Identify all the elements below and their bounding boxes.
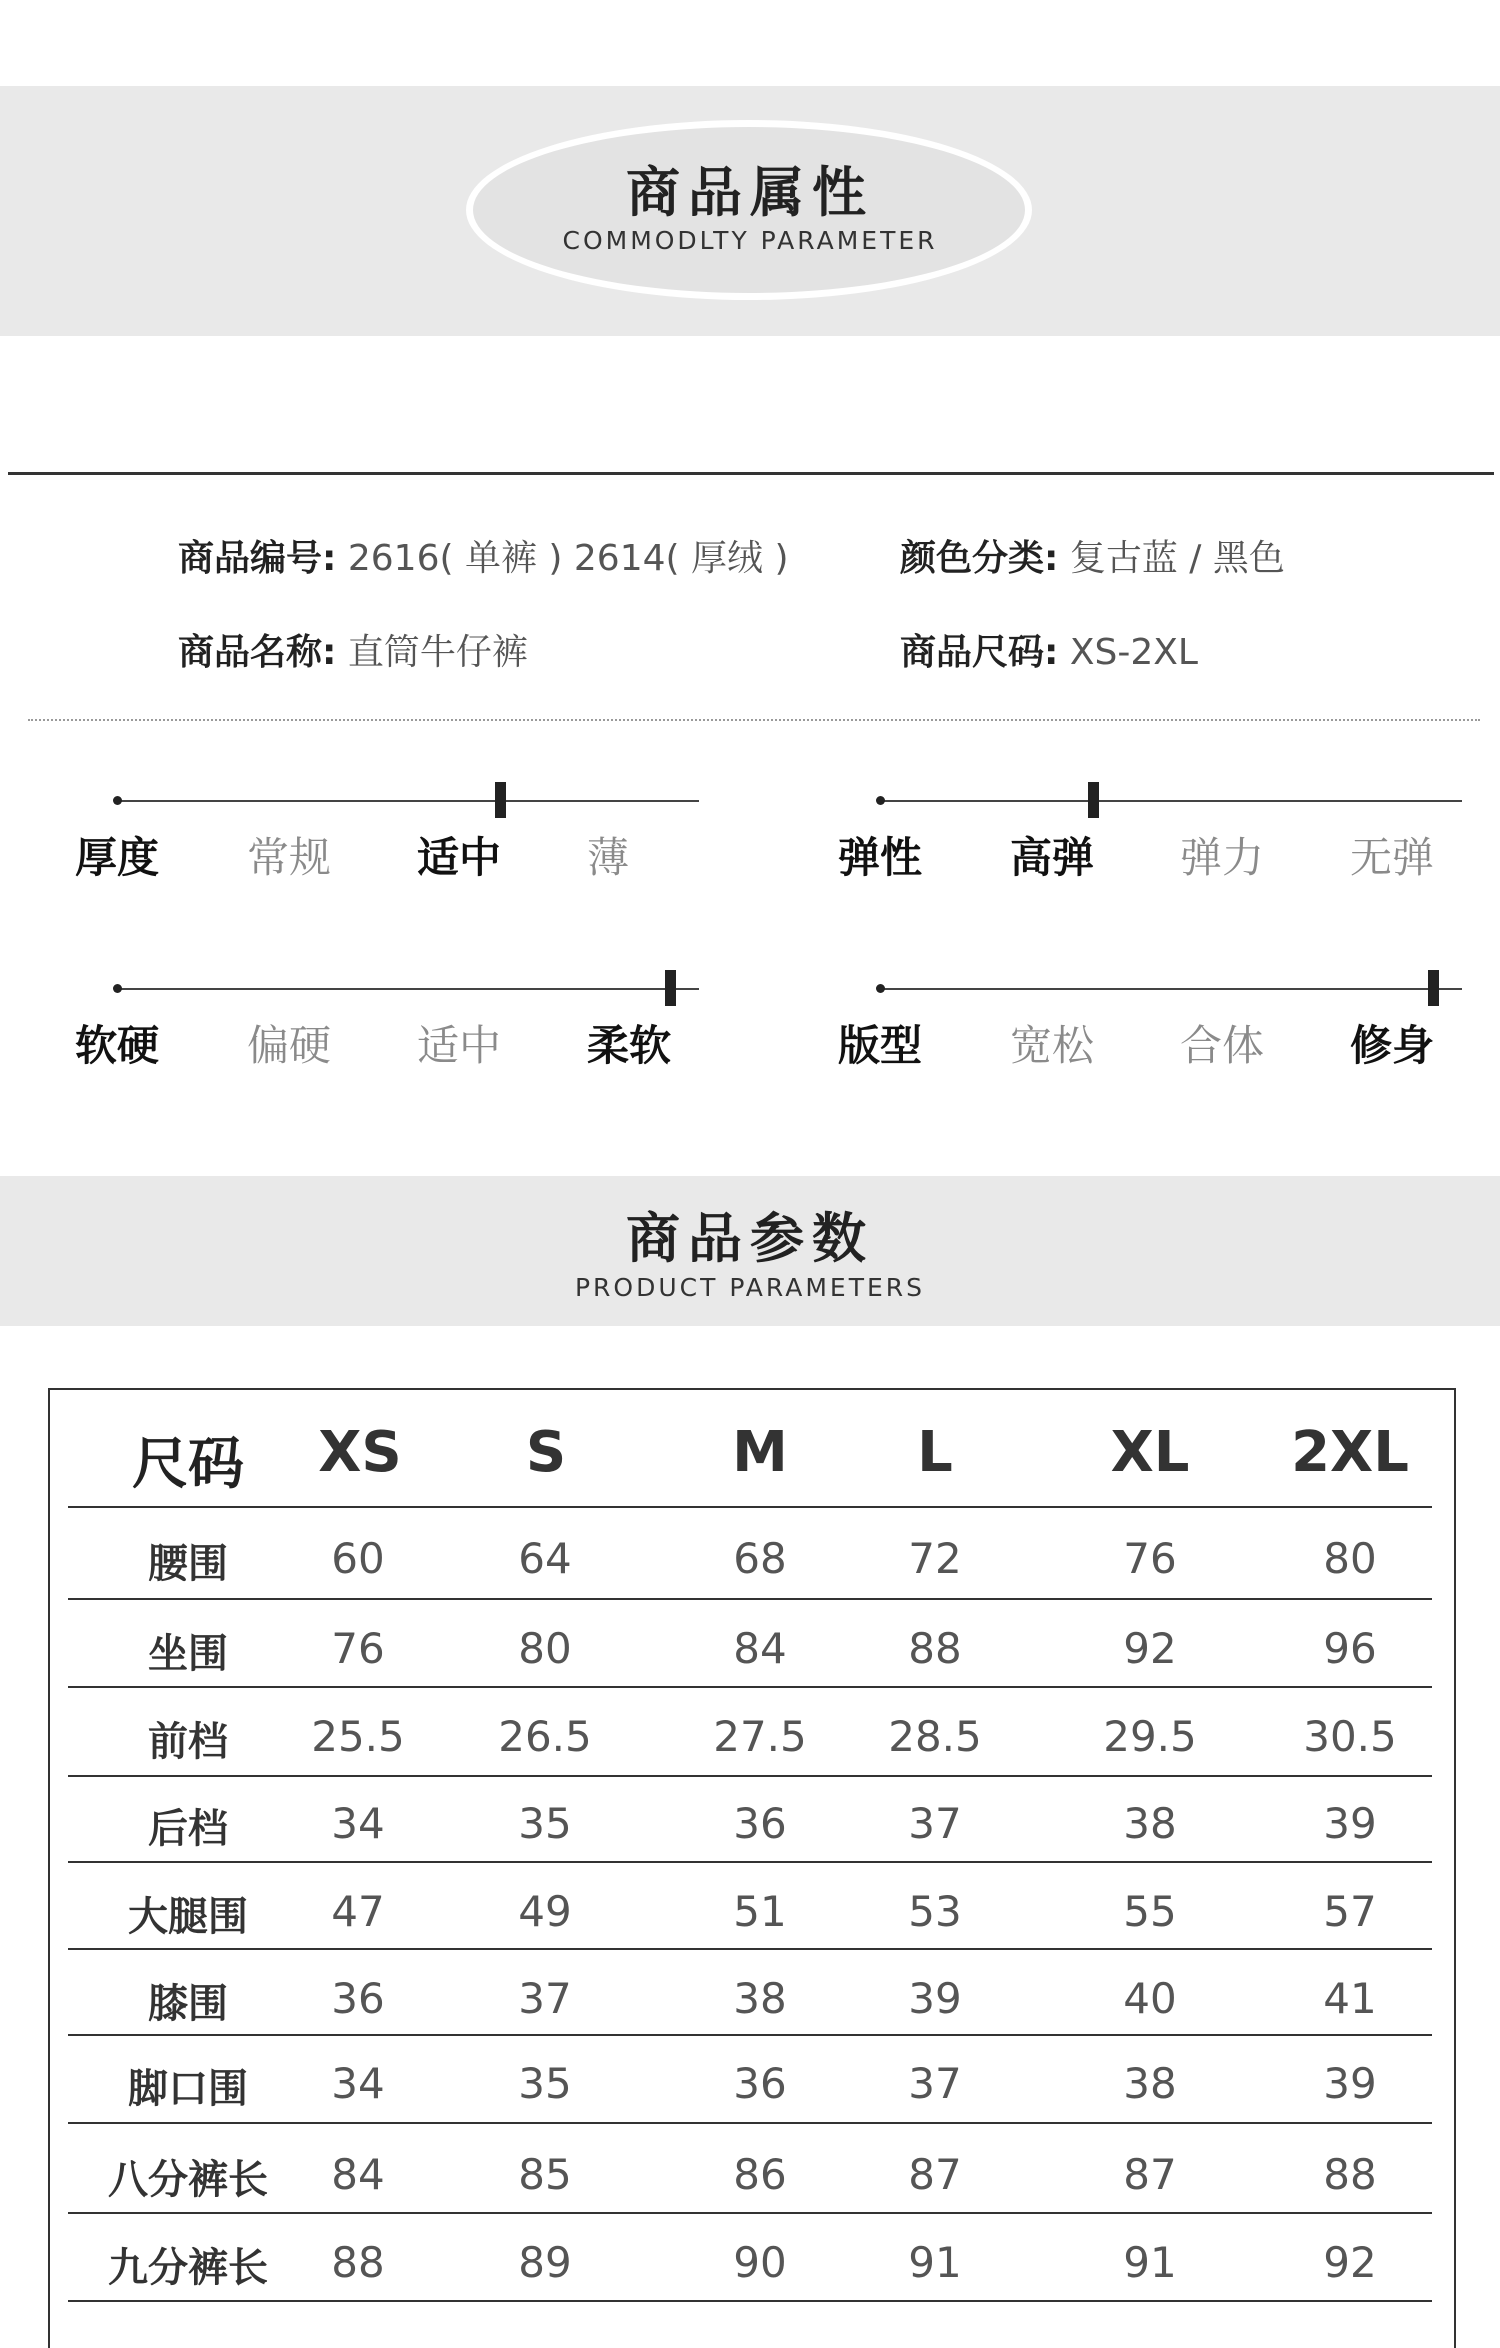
table-cell: 90 xyxy=(733,2238,787,2287)
table-row-label: 大腿围 xyxy=(128,1894,248,1940)
table-cell: 36 xyxy=(733,2059,787,2108)
table-row-divider xyxy=(68,2300,1432,2302)
table-cell: 27.5 xyxy=(713,1712,807,1761)
table-row-divider xyxy=(68,1598,1432,1600)
table-cell: 88 xyxy=(1323,2150,1377,2199)
table-cell: 39 xyxy=(1323,1799,1377,1848)
table-header-divider xyxy=(68,1506,1432,1508)
info-color-value: 复古蓝 / 黑色 xyxy=(1069,538,1285,579)
table-header-size: L xyxy=(917,1420,953,1485)
info-code xyxy=(178,530,789,581)
table-cell: 68 xyxy=(733,1534,787,1583)
attributes-subtitle: COMMODLTY PARAMETER xyxy=(562,226,938,255)
table-cell: 88 xyxy=(908,1624,962,1673)
table-cell: 38 xyxy=(733,1974,787,2023)
info-code-value: 2616( 单裤 ) 2614( 厚绒 ) xyxy=(347,538,789,579)
scale-name: 厚度 xyxy=(75,833,160,882)
table-row-divider xyxy=(68,2122,1432,2124)
table-cell: 57 xyxy=(1323,1887,1377,1936)
params-subtitle: PRODUCT PARAMETERS xyxy=(574,1273,926,1302)
scale-track xyxy=(880,988,1462,990)
table-cell: 36 xyxy=(733,1799,787,1848)
table-cell: 35 xyxy=(518,1799,572,1848)
table-row-divider xyxy=(68,1861,1432,1863)
scale-name: 弹性 xyxy=(838,833,923,882)
divider xyxy=(8,472,1494,475)
table-header-size: M xyxy=(732,1420,788,1485)
scale-track xyxy=(117,800,699,802)
scale-option: 薄 xyxy=(587,833,630,882)
info-size xyxy=(900,624,1198,675)
table-cell: 47 xyxy=(331,1887,385,1936)
info-code-label: 商品编号: xyxy=(178,538,337,579)
table-header-size: 2XL xyxy=(1291,1420,1409,1485)
table-row-label: 膝围 xyxy=(148,1981,228,2027)
info-name-value: 直筒牛仔裤 xyxy=(347,632,528,673)
scale-name: 软硬 xyxy=(75,1021,160,1070)
table-row-label: 八分裤长 xyxy=(108,2157,268,2203)
table-cell: 96 xyxy=(1323,1624,1377,1673)
scale-start-dot xyxy=(876,984,885,993)
table-cell: 26.5 xyxy=(498,1712,592,1761)
table-cell: 53 xyxy=(908,1887,962,1936)
table-cell: 36 xyxy=(331,1974,385,2023)
scale-option: 宽松 xyxy=(1010,1021,1095,1070)
scale-option: 偏硬 xyxy=(247,1021,332,1070)
info-size-value: XS-2XL xyxy=(1069,632,1198,673)
table-row-label: 后档 xyxy=(148,1806,228,1852)
info-name xyxy=(178,624,528,675)
scale-option: 弹力 xyxy=(1180,833,1265,882)
scale-option: 修身 xyxy=(1350,1021,1435,1070)
scale-option: 柔软 xyxy=(587,1021,672,1070)
table-cell: 85 xyxy=(518,2150,572,2199)
table-cell: 64 xyxy=(518,1534,572,1583)
scale-option: 高弹 xyxy=(1010,833,1095,882)
dotted-divider xyxy=(28,719,1480,721)
table-row-label: 九分裤长 xyxy=(108,2245,268,2291)
table-cell: 40 xyxy=(1123,1974,1177,2023)
table-cell: 87 xyxy=(908,2150,962,2199)
scale-track xyxy=(117,988,699,990)
table-header-size: XL xyxy=(1110,1420,1190,1485)
scale-option: 常规 xyxy=(247,833,332,882)
table-row-divider xyxy=(68,1775,1432,1777)
scale-start-dot xyxy=(113,796,122,805)
table-cell: 49 xyxy=(518,1887,572,1936)
info-size-label: 商品尺码: xyxy=(900,632,1059,673)
table-cell: 60 xyxy=(331,1534,385,1583)
attributes-title: 商品属性 xyxy=(626,161,874,224)
table-header-size-label: 尺码 xyxy=(132,1432,244,1497)
scale-option: 无弹 xyxy=(1350,833,1435,882)
scale-option: 适中 xyxy=(417,833,502,882)
scale-option: 适中 xyxy=(417,1021,502,1070)
table-row-divider xyxy=(68,2212,1432,2214)
info-color-label: 颜色分类: xyxy=(900,538,1059,579)
scale-track xyxy=(880,800,1462,802)
table-row-divider xyxy=(68,1948,1432,1950)
table-cell: 41 xyxy=(1323,1974,1377,2023)
table-cell: 80 xyxy=(1323,1534,1377,1583)
table-cell: 51 xyxy=(733,1887,787,1936)
table-cell: 25.5 xyxy=(311,1712,405,1761)
scale-option: 合体 xyxy=(1180,1021,1265,1070)
table-row-label: 脚口围 xyxy=(128,2066,248,2112)
table-row-divider xyxy=(68,1686,1432,1688)
scale-marker xyxy=(1428,970,1439,1006)
table-cell: 84 xyxy=(733,1624,787,1673)
info-color xyxy=(900,530,1285,581)
table-cell: 72 xyxy=(908,1534,962,1583)
table-row-label: 前档 xyxy=(148,1719,228,1765)
table-cell: 84 xyxy=(331,2150,385,2199)
table-cell: 88 xyxy=(331,2238,385,2287)
table-cell: 92 xyxy=(1323,2238,1377,2287)
table-cell: 91 xyxy=(908,2238,962,2287)
table-cell: 38 xyxy=(1123,2059,1177,2108)
table-cell: 37 xyxy=(518,1974,572,2023)
table-header-size: S xyxy=(525,1420,567,1485)
table-row-label: 坐围 xyxy=(148,1631,228,1677)
scale-marker xyxy=(1088,782,1099,818)
table-cell: 92 xyxy=(1123,1624,1177,1673)
table-cell: 80 xyxy=(518,1624,572,1673)
table-cell: 91 xyxy=(1123,2238,1177,2287)
table-header-size: XS xyxy=(318,1420,402,1485)
scale-start-dot xyxy=(113,984,122,993)
scale-start-dot xyxy=(876,796,885,805)
table-cell: 39 xyxy=(1323,2059,1377,2108)
table-cell: 34 xyxy=(331,2059,385,2108)
table-cell: 29.5 xyxy=(1103,1712,1197,1761)
scale-marker xyxy=(495,782,506,818)
table-cell: 38 xyxy=(1123,1799,1177,1848)
table-cell: 39 xyxy=(908,1974,962,2023)
table-cell: 89 xyxy=(518,2238,572,2287)
table-cell: 30.5 xyxy=(1303,1712,1397,1761)
table-cell: 37 xyxy=(908,1799,962,1848)
info-name-label: 商品名称: xyxy=(178,632,337,673)
table-cell: 35 xyxy=(518,2059,572,2108)
table-cell: 76 xyxy=(331,1624,385,1673)
params-title: 商品参数 xyxy=(626,1207,874,1270)
table-cell: 55 xyxy=(1123,1887,1177,1936)
table-cell: 86 xyxy=(733,2150,787,2199)
scale-name: 版型 xyxy=(838,1021,923,1070)
table-cell: 34 xyxy=(331,1799,385,1848)
table-cell: 28.5 xyxy=(888,1712,982,1761)
table-row-divider xyxy=(68,2034,1432,2036)
table-cell: 37 xyxy=(908,2059,962,2108)
table-cell: 87 xyxy=(1123,2150,1177,2199)
table-row-label: 腰围 xyxy=(148,1541,228,1587)
table-cell: 76 xyxy=(1123,1534,1177,1583)
scale-marker xyxy=(665,970,676,1006)
